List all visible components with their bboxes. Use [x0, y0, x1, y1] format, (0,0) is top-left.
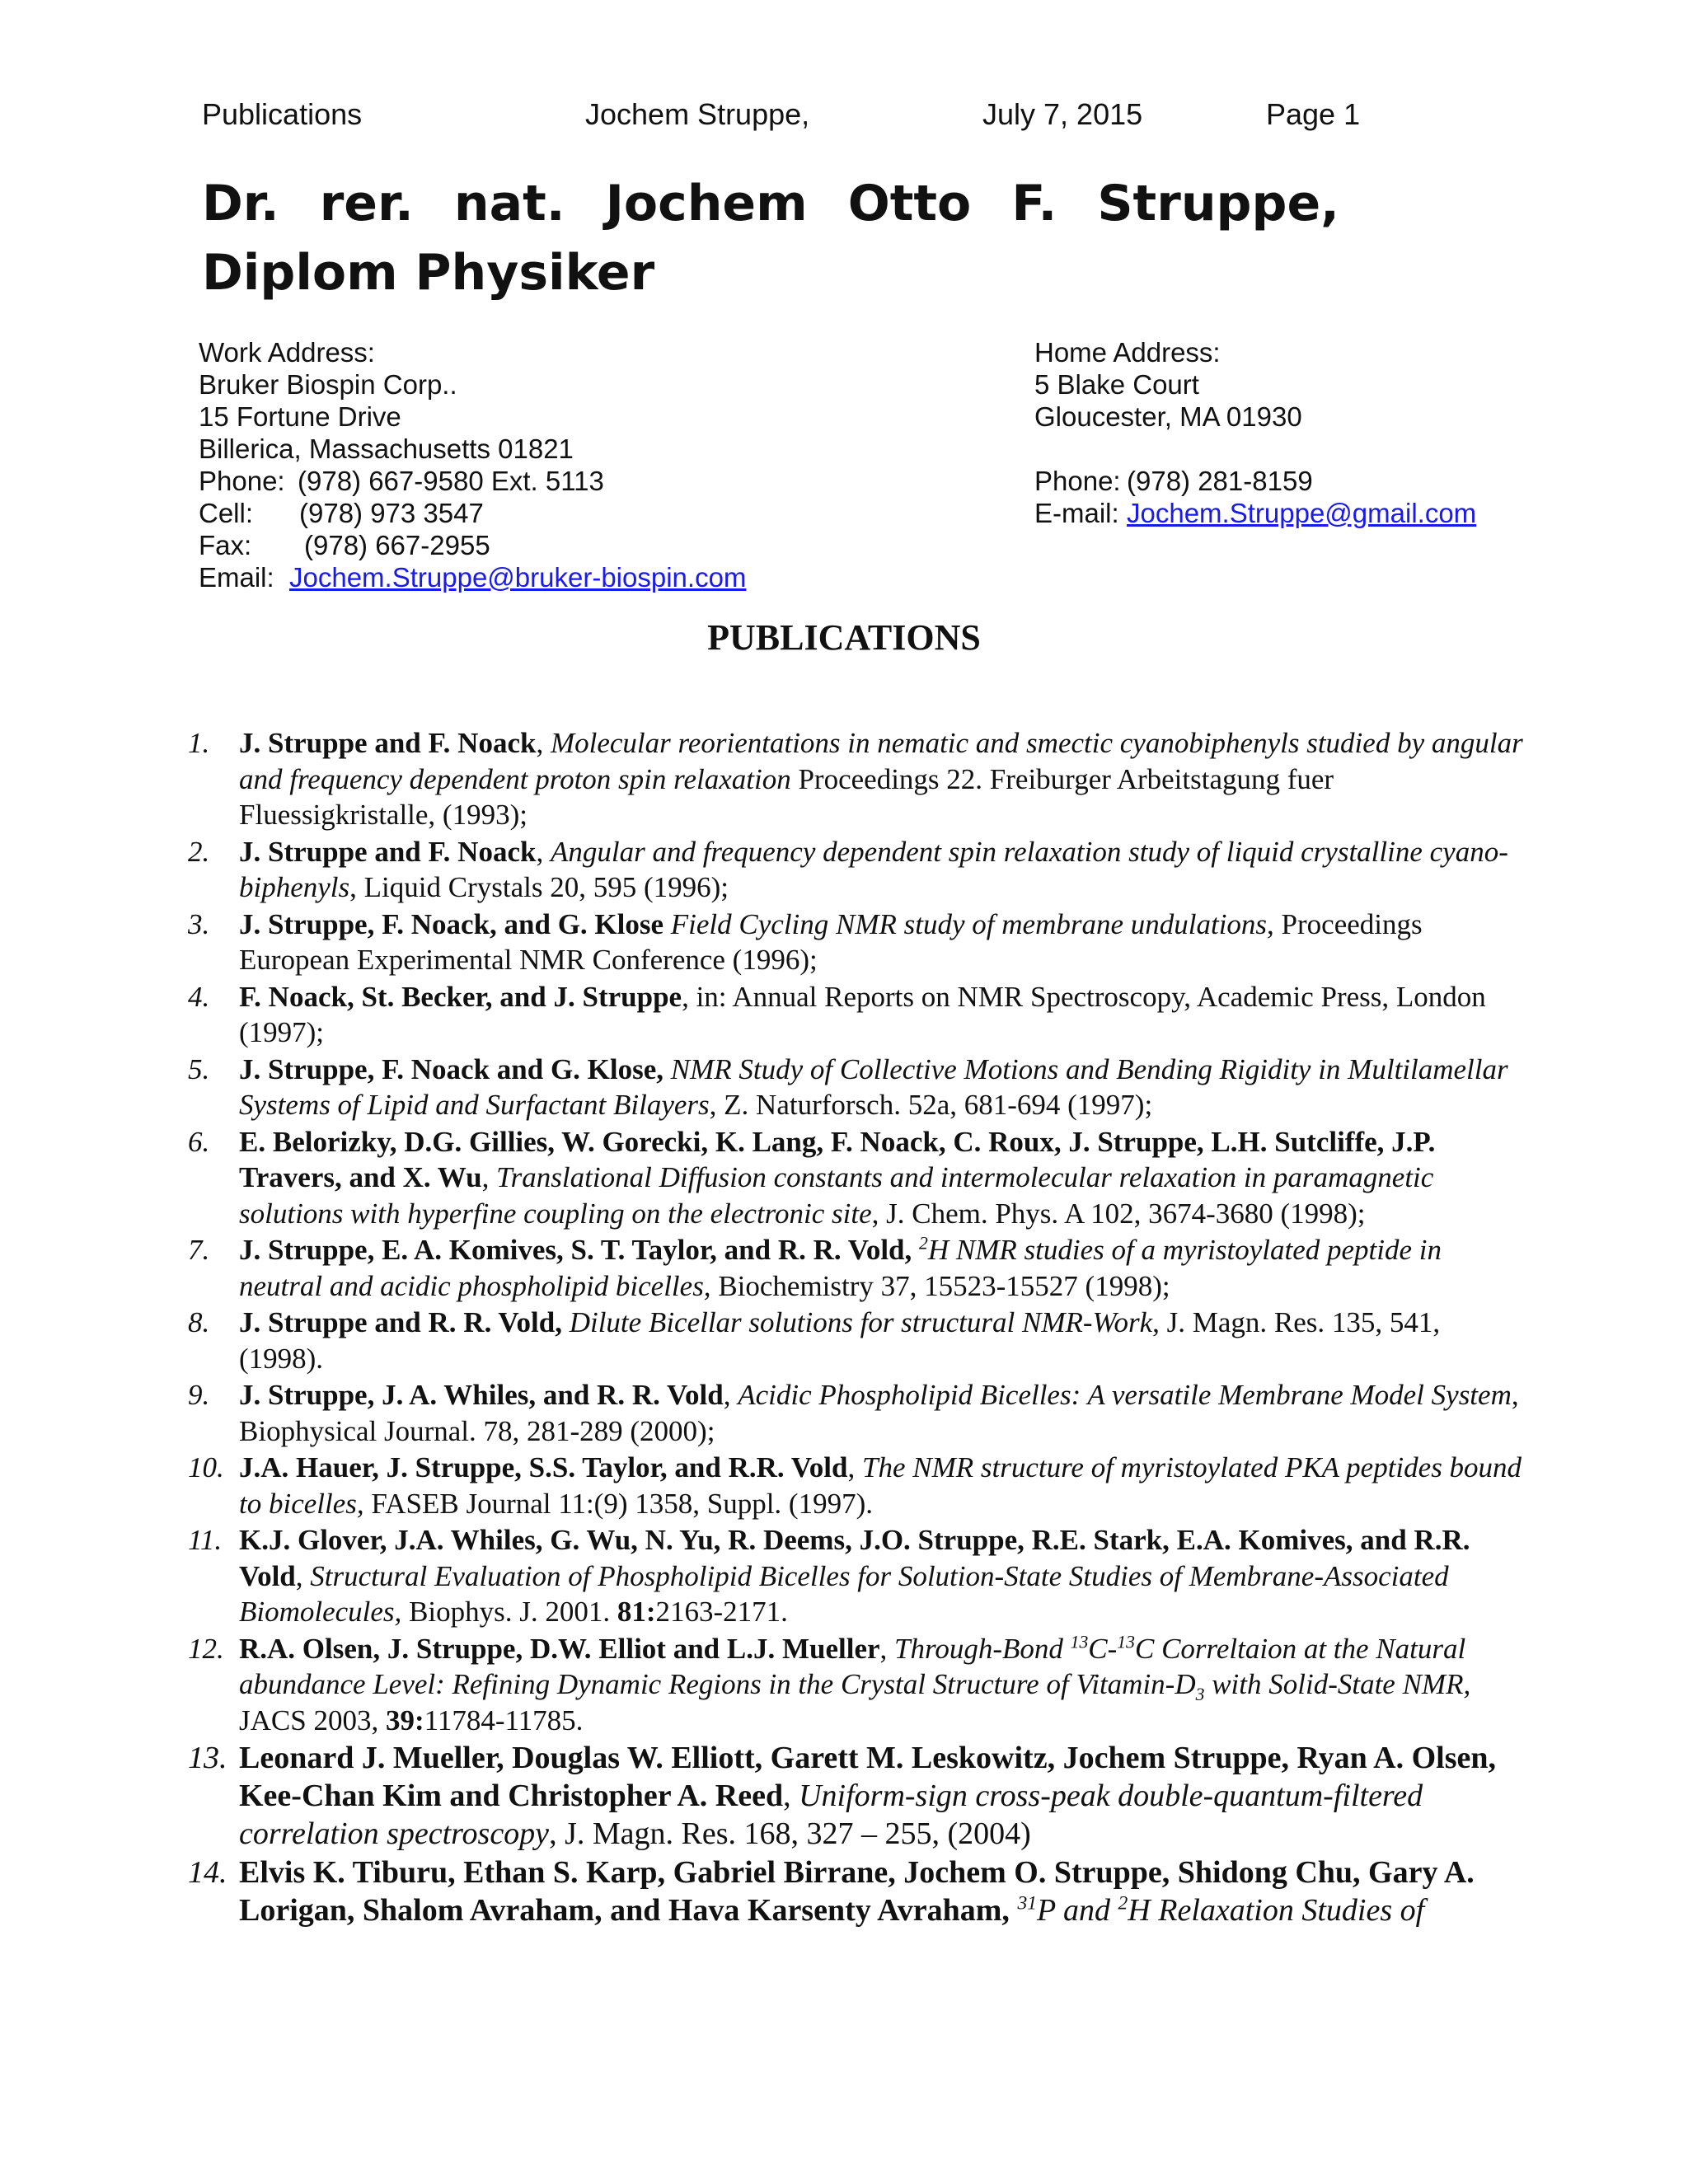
publication-item: 13. Leonard J. Mueller, Douglas W. Elliott, Garett M. Leskowitz, Jochem Struppe, Ryan A. Olsen, Kee-Chan Kim and Christopher A. Reed, Uniform-sign cross-peak double-quantum-filtered correlation spectroscopy, J. Magn. Res. 168, 327 – 255, (2004)	[188, 1741, 1497, 1851]
home-phone: (978) 281-8159	[1127, 466, 1313, 496]
home-email-link[interactable]: Jochem.Struppe@gmail.com	[1127, 498, 1477, 528]
spacer	[1034, 433, 1476, 465]
work-phone-label: Phone:	[199, 466, 285, 496]
work-cell: (978) 973 3547	[299, 498, 484, 528]
publication-item: 7. J. Struppe, E. A. Komives, S. T. Taylor, and R. R. Vold, $^2$H NMR studies of a myristoylated peptide in neutral and acidic phospholipid bicelles, Biochemistry 37, 15523-15527 (1998);	[188, 1233, 1442, 1302]
title-line-1: Dr. rer. nat. Jochem Otto F. Struppe,	[202, 175, 1339, 232]
publication-item: 3. J. Struppe, F. Noack, and G. Klose Field Cycling NMR study of membrane undulations, Proceedings European Experimental NMR Conference (1996);	[188, 907, 1423, 976]
publication-item: 8. J. Struppe and R. R. Vold, Dilute Bicellar solutions for structural NMR-Work, J. Magn. Res. 135, 541, (1998).	[188, 1306, 1441, 1375]
home-email-row	[1034, 497, 1476, 529]
header-author: Jochem Struppe,	[585, 97, 810, 131]
publication-item: 12. R.A. Olsen, J. Struppe, D.W. Elliot and L.J. Mueller, Through-Bond $^{13}$C-$^{13}$C Correltaion at the Natural abundance Level: Refining Dynamic Regions in the Crystal Structure of Vitamin-$D_3$ with Solid-State NMR, JACS 2003, 39:11784-11785.	[188, 1631, 1471, 1736]
home-address-block	[1034, 336, 1476, 529]
header-date: July 7, 2015	[982, 97, 1143, 131]
home-street: 5 Blake Court	[1034, 369, 1199, 400]
header-section: Publications	[202, 97, 363, 131]
title-line-2: Diplom Physiker	[202, 244, 655, 302]
work-email-row	[199, 561, 746, 593]
work-email-label: Email:	[199, 562, 274, 593]
work-phone: (978) 667-9580 Ext. 5113	[298, 466, 604, 496]
work-street: 15 Fortune Drive	[199, 401, 401, 432]
home-address-heading: Home Address:	[1034, 337, 1221, 368]
header-page-number: Page 1	[1266, 97, 1361, 131]
home-city: Gloucester, MA 01930	[1034, 401, 1302, 432]
publication-item: 6. E. Belorizky, D.G. Gillies, W. Gorecki, K. Lang, F. Noack, C. Roux, J. Struppe, L.H. Sutcliffe, J.P. Travers, and X. Wu, Translational Diffusion constants and intermolecular relaxation in paramagnetic solutions with hyperfine coupling on the electronic site, J. Chem. Phys. A 102, 3674-3680 (1998);	[188, 1125, 1436, 1230]
publication-item: 4. F. Noack, St. Becker, and J. Struppe, in: Annual Reports on NMR Spectroscopy, Academic Press, London (1997);	[188, 980, 1486, 1048]
home-phone-label: Phone:	[1034, 466, 1121, 496]
work-address-heading: Work Address:	[199, 337, 375, 368]
work-company: Bruker Biospin Corp..	[199, 369, 457, 400]
document-title	[202, 169, 1339, 307]
publication-item: 2. J. Struppe and F. Noack, Angular and frequency dependent spin relaxation study of liquid crystalline cyano-biphenyls, Liquid Crystals 20, 595 (1996);	[188, 835, 1508, 903]
home-phone-row	[1034, 465, 1476, 497]
publication-item: 1. J. Struppe and F. Noack, Molecular reorientations in nematic and smectic cyanobiphenyls studied by angular and frequency dependent proton spin relaxation Proceedings 22. Freiburger Arbeitstagung fuer Fluessigkristalle, (1993);	[188, 727, 1523, 831]
publication-item: 11. K.J. Glover, J.A. Whiles, G. Wu, N. Yu, R. Deems, J.O. Struppe, R.E. Stark, E.A. Komives, and R.R. Vold, Structural Evaluation of Phospholipid Bicelles for Solution-State Studies of Membrane-Associated Biomolecules, Biophys. J. 2001. 81:2163-2171.	[188, 1524, 1470, 1628]
publication-item: 10. J.A. Hauer, J. Struppe, S.S. Taylor, and R.R. Vold, The NMR structure of myristoylated PKA peptides bound to bicelles, FASEB Journal 11:(9) 1358, Suppl. (1997).	[188, 1451, 1522, 1520]
work-fax-row	[199, 529, 746, 561]
work-cell-label: Cell:	[199, 498, 254, 528]
home-email-label: E-mail:	[1034, 498, 1119, 528]
work-cell-row	[199, 497, 746, 529]
publication-list	[188, 725, 1523, 1930]
publication-item: 14. Elvis K. Tiburu, Ethan S. Karp, Gabriel Birrane, Jochem O. Struppe, Shidong Chu, Gary A. Lorigan, Shalom Avraham, and Hava Karsenty Avraham, $^{31}$P and $^2$H Relaxation Studies of	[188, 1855, 1475, 1928]
work-phone-row	[199, 465, 746, 497]
publication-item: 5. J. Struppe, F. Noack and G. Klose, NMR Study of Collective Motions and Bending Rigidity in Multilamellar Systems of Lipid and Surfactant Bilayers, Z. Naturforsch. 52a, 681-694 (1997);	[188, 1052, 1508, 1121]
work-address-block	[199, 336, 746, 593]
work-city: Billerica, Massachusetts 01821	[199, 434, 574, 464]
work-email-link[interactable]: Jochem.Struppe@bruker-biospin.com	[289, 562, 747, 593]
work-fax-label: Fax:	[199, 530, 252, 560]
work-fax: (978) 667-2955	[304, 530, 490, 560]
publication-item: 9. J. Struppe, J. A. Whiles, and R. R. Vold, Acidic Phospholipid Bicelles: A versatile Membrane Model System, Biophysical Journal. 78, 281-289 (2000);	[188, 1379, 1519, 1447]
publications-heading: PUBLICATIONS	[707, 617, 981, 658]
